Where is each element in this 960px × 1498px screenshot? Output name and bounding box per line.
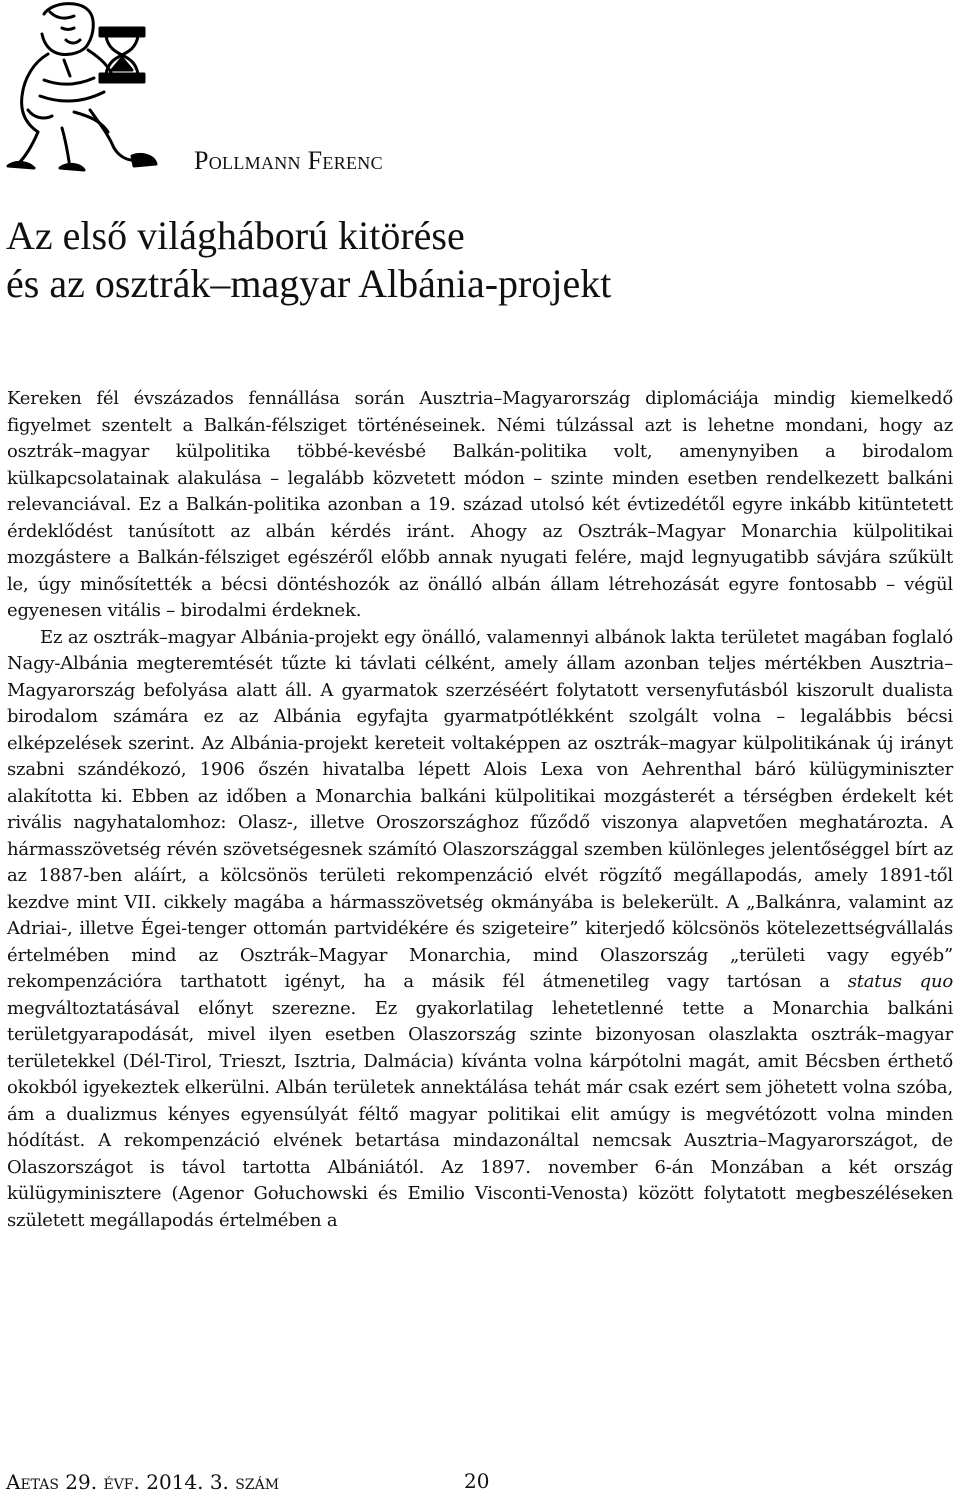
journal-footer: Aetas 29. évf. 2014. 3. szám <box>6 1470 280 1494</box>
man-with-hourglass-logo <box>4 0 172 172</box>
title-line-2: és az osztrák–magyar Albánia-projekt <box>6 261 612 306</box>
paragraph-2 <box>7 625 953 1235</box>
author-name: Pollmann Ferenc <box>194 146 383 175</box>
article-body <box>7 386 953 1234</box>
title-line-1: Az első világháború kitörése <box>6 213 465 258</box>
paragraph-2-italic-term: status quo <box>847 971 953 992</box>
paragraph-1: Kereken fél évszázados fennállása során Ausztria–Magyarország diplomáciája mindig kiemelkedő figyelmet szentelt a Balkán-félsziget történéseinek. Némi túlzással azt is lehetne mondani, hogy az osztrák–magyar külpolitika többé-kevésbé Balkán-politika volt, amenynyiben a birodalom külkapcsolatainak alakulása – legalább közvetett módon – szinte minden esetben rendelkezett balkáni relevanciával. Ez a Balkán-politika azonban a 19. század utolsó két évtizedétől egyre inkább kitüntetett érdeklődést tanúsított az albán kérdés iránt. Ahogy az Osztrák–Magyar Monarchia külpolitikai mozgástere a Balkán-félsziget egészéről előbb annak nyugati felére, majd legnyugatibb sávjára szűkült le, úgy minősítették a bécsi döntéshozók az önálló albán állam létrehozását egyre fontosabb – végül egyenesen vitális – birodalmi érdeknek. <box>7 388 953 621</box>
article-title <box>6 212 611 308</box>
paragraph-2-part-b: megváltoztatásával előnyt szerezne. Ez gyakorlatilag lehetetlenné tette a Monarchia balkáni területgyarapodását, mivel ilyen esetben Olaszország szinte bizonyosan olaszlakta osztrák–magyar területekkel (Dél-Tirol, Trieszt, Isztria, Dalmácia) kívánta volna kárpótolni magát, amit Bécsben érthető okokból igyekeztek elkerülni. Albán területek annektálása tehát már csak ezért sem jöhetett volna szóba, ám a dualizmus kényes egyensúlyát féltő magyar politikai elit amúgy is megvétózott volna minden hódítást. A rekompenzáció elvének betartása mindazonáltal nemcsak Ausztria–Magyarországot, de Olaszországot is távol tartotta Albániától. Az 1897. november 6-án Monzában a két ország külügyminisztere (Agenor Gołuchowski és Emilio Visconti-Venosta) között folytatott megbeszéléseken született megállapodás értelmében a <box>7 997 953 1231</box>
page-number: 20 <box>464 1469 490 1493</box>
paragraph-2-part-a: Ez az osztrák–magyar Albánia-projekt egy önálló, valamennyi albánok lakta területet magában foglaló Nagy-Albánia megteremtését tűzte ki távlati célként, amely állam azonban teljes mértékben Ausztria–Magyarország befolyása alatt áll. A gyarmatok szerzéséért folytatott versenyfutásból kiszorult dualista birodalom számára ez az Albánia egyfajta gyarmatpótlékként szolgált volna – legalábbis bécsi elképzelések szerint. Az Albánia-projekt kereteit voltaképpen az osztrák–magyar külpolitikának új irányt szabni szándékozó, 1906 őszén hivatalba lépett Alois Lexa von Aehrenthal báró külügyminiszter alakította ki. Ebben az időben a Monarchia balkáni külpolitikai mozgásterét a térségben érdekelt két rivális nagyhatalomhoz: Olasz-, illetve Oroszországhoz fűződő viszonya alapvetően meghatározta. A hármasszövetség révén szövetségesnek számító Olaszországgal szemben különleges jelentőséggel bírt az az 1887-ben aláírt, a kölcsönös területi rekompenzáció elvét rögzítő megállapodás, amely 1891-től kezdve mint VII. cikkely magába a hármasszövetség okmányába is belekerült. A „Balkánra, valamint az Adriai-, illetve Égei-tenger ottomán partvidékére és szigeteire” kiterjedő kölcsönös kötelezettségvállalás értelmében mind az Osztrák–Magyar Monarchia, mind Olaszország „területi vagy egyéb” rekompenzációra tarthatott igényt, ha a másik fél átmenetileg vagy tartósan a <box>7 626 953 992</box>
